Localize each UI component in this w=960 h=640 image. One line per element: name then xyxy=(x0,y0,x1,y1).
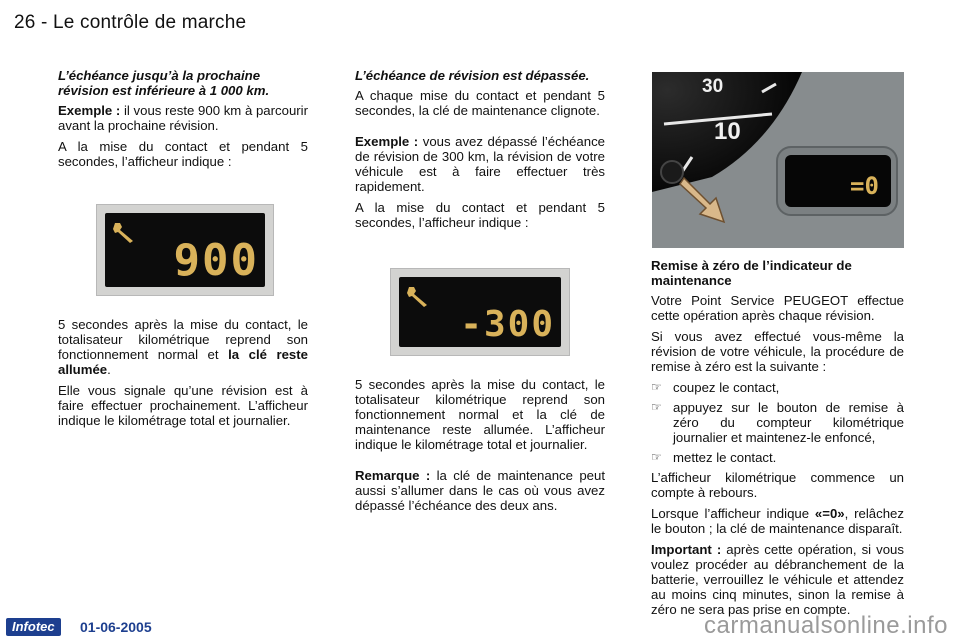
important-label: Important : xyxy=(651,542,722,557)
remark-text: la clé de maintenance peut aussi s’allumer dans le cas où vous avez dépassé l’échéance des deux ans. xyxy=(355,468,605,513)
gauge-label-30: 30 xyxy=(702,76,724,97)
section-heading: L’échéance de révision est dépassée. xyxy=(355,68,590,83)
section-heading: L’échéance jusqu’à la prochaine révision est inférieure à 1 000 km. xyxy=(58,68,270,98)
example-paragraph xyxy=(58,103,308,133)
list-item: ☞ mettez le contact. xyxy=(651,450,777,465)
paragraph: A chaque mise du contact et pendant 5 secondes, la clé de maintenance clignote. xyxy=(355,88,605,118)
example-text: vous avez dépassé l’échéance de révision de 300 km, la révision de votre véhicule est à faire effectuer très rapidement. xyxy=(355,134,605,194)
gauge-label-10: 10 xyxy=(714,118,741,145)
lcd-screen xyxy=(399,277,561,347)
finger-pointing-icon: ☞ xyxy=(651,380,662,394)
paragraph: 5 secondes après la mise du contact, le totalisateur kilométrique reprend son fonctionnement normal et la clé reste allumée. xyxy=(58,317,308,377)
dashboard-illustration xyxy=(652,72,904,248)
wrench-icon xyxy=(111,219,137,245)
lcd-digits: 900 xyxy=(173,235,259,286)
example-paragraph xyxy=(355,134,605,194)
remark-label: Remarque : xyxy=(355,468,431,483)
example-label: Exemple : xyxy=(58,103,121,118)
finger-pointing-icon: ☞ xyxy=(651,450,662,464)
paragraph: Lorsque l’afficheur indique «=0», relâchez le bouton ; la clé de maintenance disparaît. xyxy=(651,506,904,536)
lcd-digits: -300 xyxy=(460,304,555,345)
maintenance-display-minus-300 xyxy=(390,268,570,356)
wrench-icon xyxy=(405,283,431,309)
remark-paragraph xyxy=(355,468,605,513)
example-text: il vous reste 900 km à parcourir avant la prochaine révision. xyxy=(58,103,308,133)
section-heading: Remise à zéro de l’indicateur de maintenance xyxy=(651,258,852,288)
paragraph: Si vous avez effectué vous-même la révision de votre véhicule, la procédure de remise à zéro est la suivante : xyxy=(651,329,904,374)
column-1-continued xyxy=(58,317,308,434)
infotec-logo: Infotec xyxy=(6,618,61,636)
column-1 xyxy=(58,68,308,175)
maintenance-display-900 xyxy=(96,204,274,296)
footer-date: 01-06-2005 xyxy=(80,619,152,635)
example-label: Exemple : xyxy=(355,134,419,149)
paragraph: A la mise du contact et pendant 5 secondes, l’afficheur indique : xyxy=(355,200,605,230)
paragraph: Elle vous signale qu’une révision est à faire effectuer prochainement. L’afficheur indique le kilométrage total et journalier. xyxy=(58,383,308,428)
dashboard-photo xyxy=(652,72,904,248)
column-3 xyxy=(651,258,904,623)
important-text: après cette opération, si vous voulez procéder au débranchement de la batterie, verrouillez le véhicule et attendez au moins cinq minutes, sinon la remise à zéro ne sera pas prise en compte. xyxy=(651,542,904,617)
important-paragraph xyxy=(651,542,904,617)
watermark: carmanualsonline.info xyxy=(704,612,948,639)
column-2-continued xyxy=(355,377,605,519)
paragraph: L’afficheur kilométrique commence un compte à rebours. xyxy=(651,470,904,500)
page-title: 26 - Le contrôle de marche xyxy=(14,12,247,33)
paragraph: Votre Point Service PEUGEOT effectue cette opération après chaque révision. xyxy=(651,293,904,323)
finger-pointing-icon: ☞ xyxy=(651,400,662,414)
list-item: ☞ coupez le contact, xyxy=(651,380,780,395)
paragraph: 5 secondes après la mise du contact, le totalisateur kilométrique reprend son fonctionnement normal et la clé de maintenance reste allumée. L’afficheur indique le kilométrage total et journalier. xyxy=(355,377,605,452)
lcd-screen xyxy=(105,213,265,287)
lcd-digits: =0 xyxy=(850,172,879,200)
paragraph: A la mise du contact et pendant 5 secondes, l’afficheur indique : xyxy=(58,139,308,169)
list-item: ☞ appuyez sur le bouton de remise à zéro du compteur kilométrique journalier et maintenez-le enfoncé, xyxy=(651,400,904,445)
column-2 xyxy=(355,68,605,236)
